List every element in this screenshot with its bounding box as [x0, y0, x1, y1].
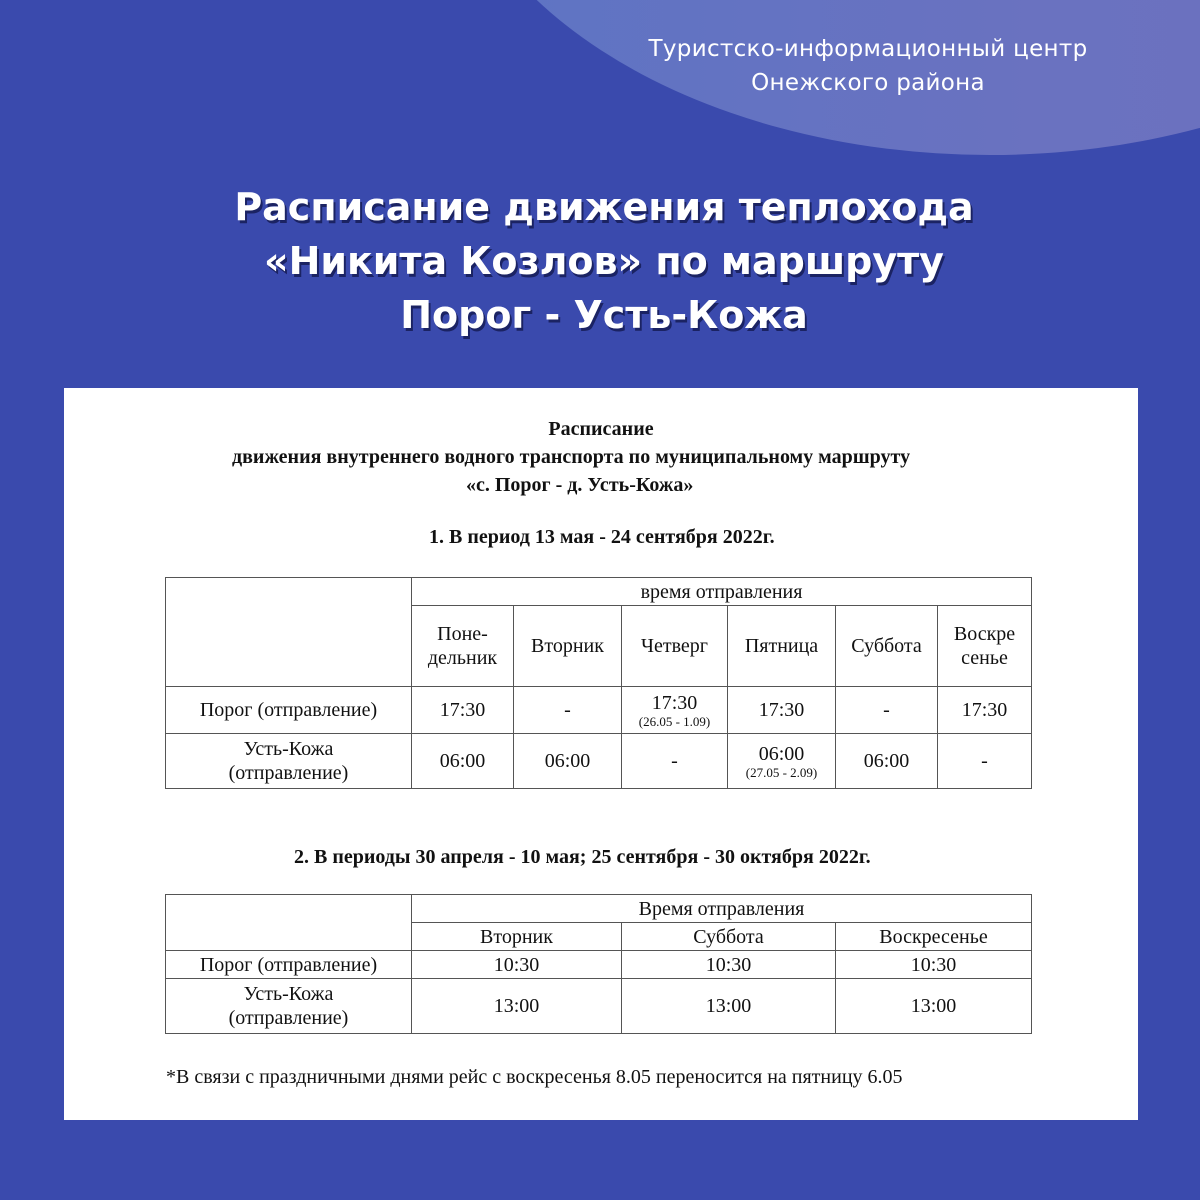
- time-cell: 10:30: [622, 951, 836, 979]
- date-range-note: (27.05 - 2.09): [745, 765, 818, 780]
- time-cell: -: [938, 734, 1032, 789]
- row-label: Порог (отправление): [166, 687, 412, 734]
- table-row: [166, 951, 1032, 979]
- organization-name: [588, 32, 1148, 100]
- period-2-heading: 2. В периоды 30 апреля - 10 мая; 25 сентября - 30 октября 2022г.: [294, 846, 871, 868]
- footnote: *В связи с праздничными днями рейс с воскресенья 8.05 переносится на пятницу 6.05: [166, 1066, 903, 1088]
- time-cell: 17:30: [938, 687, 1032, 734]
- day-header: Суббота: [836, 606, 938, 687]
- organization-line-1: Туристско-информационный центр: [648, 36, 1088, 62]
- day-header: Вторник: [412, 923, 622, 951]
- time-cell: 10:30: [412, 951, 622, 979]
- time-cell: 13:00: [836, 979, 1032, 1034]
- table-row: [166, 687, 1032, 734]
- page-title-line-1: Расписание движения теплохода: [234, 185, 974, 229]
- time-cell: -: [622, 734, 728, 789]
- table-header: время отправления: [412, 578, 1032, 606]
- document-title: Расписание: [548, 418, 654, 440]
- day-header: Поне- дельник: [412, 606, 514, 687]
- table-corner-cell: [166, 578, 412, 687]
- time-cell: 17:30: [728, 687, 836, 734]
- period-1-table: [165, 577, 1032, 789]
- day-header: Пятница: [728, 606, 836, 687]
- table-row: [166, 734, 1032, 789]
- time-cell: -: [836, 687, 938, 734]
- day-header: Четверг: [622, 606, 728, 687]
- document-subtitle: движения внутреннего водного транспорта по муниципальному маршруту: [232, 446, 911, 468]
- time-cell: 06:00: [836, 734, 938, 789]
- time-value: 06:00: [758, 743, 805, 765]
- page-title-line-3: Порог - Усть-Кожа: [400, 293, 808, 337]
- period-2-table: [165, 894, 1032, 1034]
- table-row: [166, 979, 1032, 1034]
- time-cell: 17:30: [412, 687, 514, 734]
- time-cell: 13:00: [622, 979, 836, 1034]
- time-cell: 06:00: [412, 734, 514, 789]
- date-range-note: (26.05 - 1.09): [638, 714, 711, 729]
- day-header: Суббота: [622, 923, 836, 951]
- table-header: Время отправления: [412, 895, 1032, 923]
- row-label: Усть-Кожа (отправление): [166, 734, 412, 789]
- row-label: Усть-Кожа (отправление): [166, 979, 412, 1034]
- time-cell: 13:00: [412, 979, 622, 1034]
- time-cell: 10:30: [836, 951, 1032, 979]
- page-title-line-2: «Никита Козлов» по маршруту: [264, 239, 944, 283]
- organization-line-2: Онежского района: [751, 70, 985, 96]
- period-1-heading: 1. В период 13 мая - 24 сентября 2022г.: [429, 526, 775, 548]
- time-cell: [728, 734, 836, 789]
- time-cell: [622, 687, 728, 734]
- time-cell: -: [514, 687, 622, 734]
- day-header: Воскресенье: [836, 923, 1032, 951]
- document-route: «с. Порог - д. Усть-Кожа»: [466, 474, 694, 496]
- time-cell: 06:00: [514, 734, 622, 789]
- day-header: Воскре сенье: [938, 606, 1032, 687]
- page-title: [0, 180, 1200, 342]
- time-value: 17:30: [651, 692, 698, 714]
- day-header: Вторник: [514, 606, 622, 687]
- row-label: Порог (отправление): [166, 951, 412, 979]
- table-corner-cell: [166, 895, 412, 951]
- schedule-document: [64, 388, 1138, 1120]
